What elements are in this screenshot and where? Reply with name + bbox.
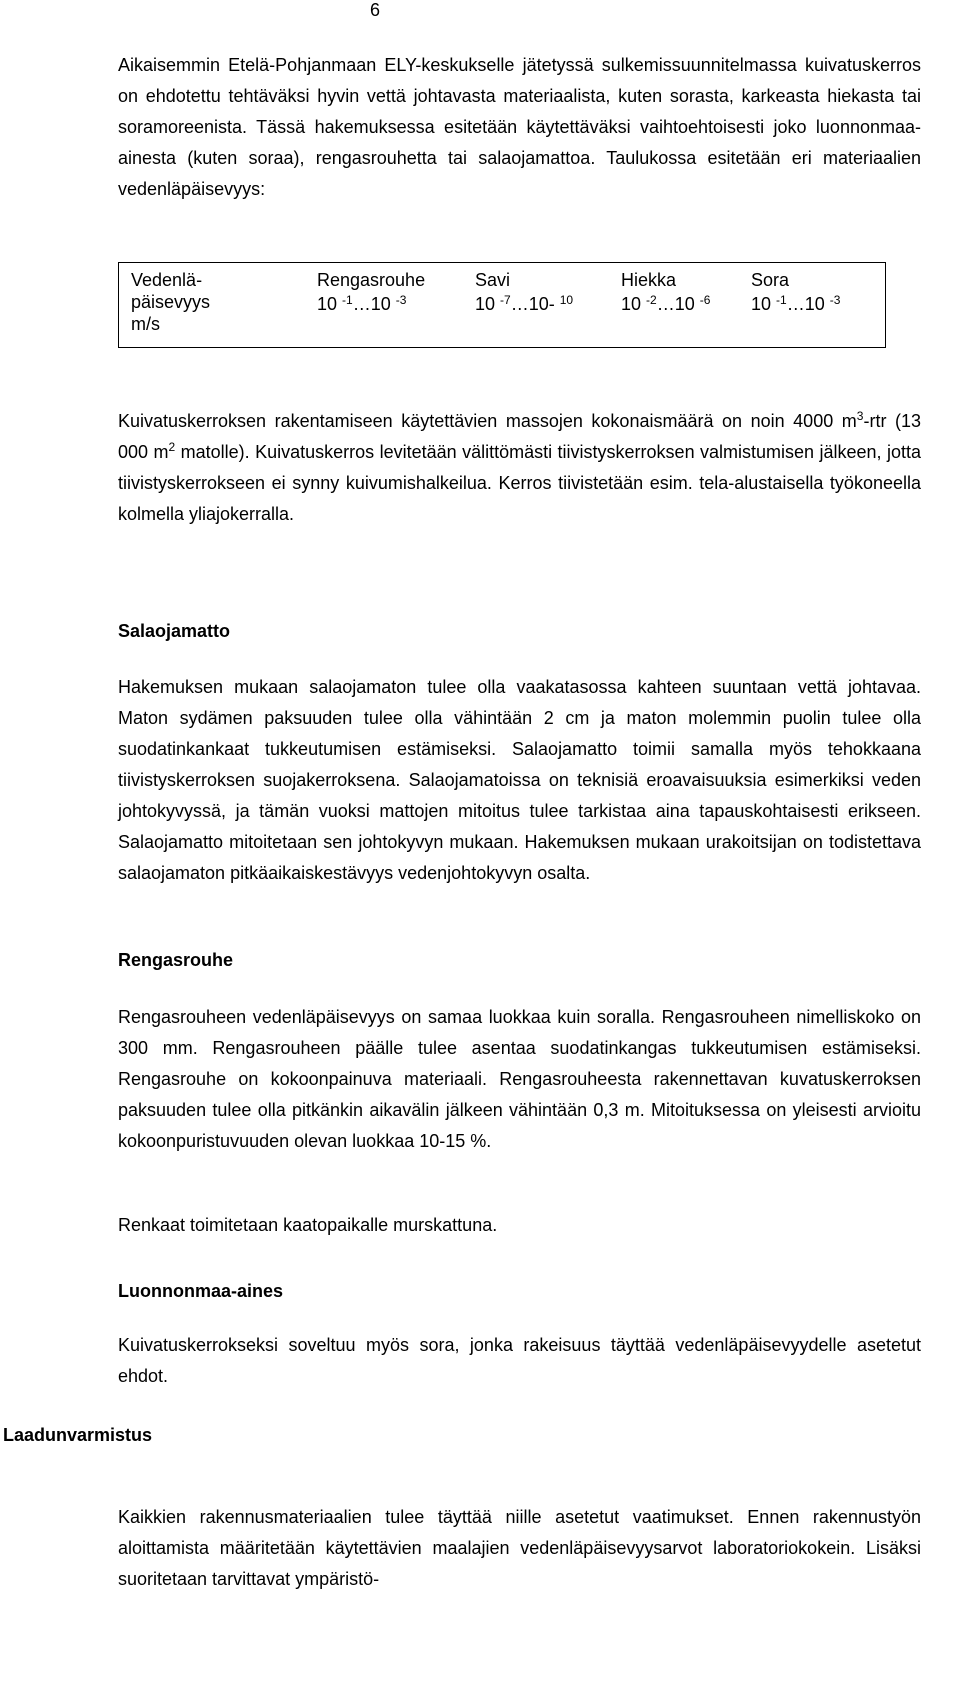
drainage-section [118,406,921,530]
permeability-unit: m/s [131,314,160,334]
laadunvarmistus-heading: Laadunvarmistus [3,1425,153,1445]
column-savi [475,263,621,348]
laadunvarmistus-paragraph: Kaikkien rakennusmateriaalien tulee täyttää niille asetetut vaatimukset. Ennen rakennustyön aloittamista määritetään käytettävien maalajien vedenläpäisevyysarvot laboratoriokokein. Lisäksi suoritetaan tarvittavat ympäristö- [118,1507,921,1589]
column-header: Savi [475,270,511,290]
column-rengasrouhe [317,263,475,348]
rengasrouhe-paragraph-2: Renkaat toimitetaan kaatopaikalle murskattuna. [118,1215,498,1235]
column-header: Rengasrouhe [317,270,426,290]
luonnonmaa-section [118,1330,921,1392]
permeability-value: 10 $^{-7}$…10- $^{10}$ [475,293,574,314]
permeability-label-cell [119,263,318,348]
intro-paragraph: Aikaisemmin Etelä-Pohjanmaan ELY-keskukselle jätetyssä sulkemissuunnitelmassa kuivatuskerros on ehdotettu tehtäväksi hyvin vettä johtavasta materiaalista, kuten sorasta, karkeasta hiekasta tai soramoreenista. Tässä hakemuksessa esitetään käytettäväksi vaihtoehtoisesti joko luonnonmaa-ainesta (kuten soraa), rengasrouhetta tai salaojamattoa. Taulukossa esitetään eri materiaalien vedenläpäisevyys: [118,55,921,199]
laadunvarmistus-section [118,1502,921,1595]
rengasrouhe-paragraph: Rengasrouheen vedenläpäisevyys on samaa luokkaa kuin soralla. Rengasrouheen nimelliskoko on 300 mm. Rengasrouheen päälle tulee asentaa suodatinkangas tukkeutumisen estämiseksi. Rengasrouhe on kokoonpainuva materiaali. Rengasrouheesta rakennettavan kuvatuskerroksen paksuuden tulee olla pitkänkin aikavälin jälkeen vähintään 0,3 m. Mitoituksessa on yleisesti arvioitu kokoonpuristuvuuden olevan luokkaa 10-15 %. [118,1007,921,1151]
permeability-value: 10 $^{-2}$…10 $^{-6}$ [621,293,711,314]
column-sora [751,263,886,348]
column-header: Hiekka [621,270,677,290]
luonnonmaa-heading: Luonnonmaa-aines [118,1281,284,1301]
drainage-paragraph: Kuivatuskerroksen rakentamiseen käytettävien massojen kokonaismäärä on noin 4000 $m^3$-rtr (13 000 $m^2$ matolle). Kuivatuskerros levitetään välittömästi tiivistyskerroksen valmistumisen jälkeen, jotta tiivistyskerrokseen ei synny kuivumishalkeilua. Kerros tiivistetään esim. tela-alustaisella työkoneella kolmella yliajokerralla. [118,409,922,524]
salaojamatto-paragraph: Hakemuksen mukaan salaojamaton tulee olla vaakatasossa kahteen suuntaan vettä johtavaa. Maton sydämen paksuuden tulee olla vähintään 2 cm ja maton molemmin puolin tulee olla suodatinkankaat tukkeutumisen estämiseksi. Salaojamatto toimii samalla myös tehokkaana tiivistyskerroksen suojakerroksena. Salaojamatoissa on teknisiä eroavaisuuksia esimerkiksi veden johtokyvyssä, ja tämän vuoksi mattojen mitoitus tulee tarkistaa aina tapauskohtaisesti erikseen. Salaojamatto mitoitetaan sen johtokyvyn mukaan. Hakemuksen mukaan urakoitsijan on todistettava salaojamaton pitkäaikaiskestävyys vedenjohtokyvyn osalta. [118,677,921,883]
rengasrouhe-note [118,1210,921,1241]
salaojamatto-section [118,672,921,889]
intro-section [118,50,921,205]
permeability-table [118,262,886,348]
page-number: 6 [370,0,381,20]
permeability-label-line2: päisevyys [131,292,211,312]
luonnonmaa-paragraph: Kuivatuskerrokseksi soveltuu myös sora, jonka rakeisuus täyttää vedenläpäisevyydelle asetetut ehdot. [118,1335,921,1386]
permeability-value: 10 $^{-1}$…10 $^{-3}$ [317,293,407,314]
column-hiekka [621,263,751,348]
permeability-label-line1: Vedenlä- [131,270,203,290]
rengasrouhe-section [118,1002,921,1157]
column-header: Sora [751,270,790,290]
rengasrouhe-heading: Rengasrouhe [118,950,234,970]
salaojamatto-heading: Salaojamatto [118,621,231,641]
permeability-value: 10 $^{-1}$…10 $^{-3}$ [751,293,841,314]
